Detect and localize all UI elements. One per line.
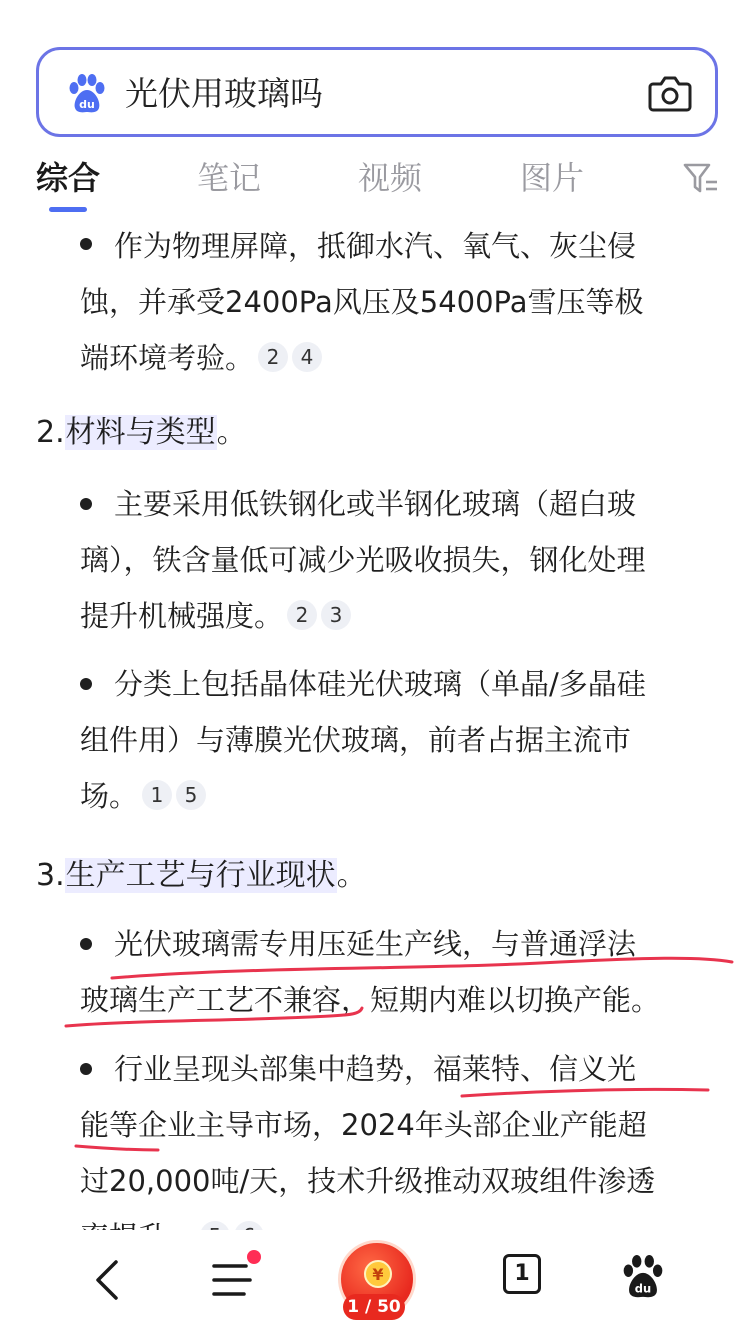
citation-badge[interactable]: 2: [258, 342, 288, 372]
citation-badge[interactable]: 3: [321, 600, 351, 630]
text-line: 能等企业主导市场，2024年头部企业产能超: [80, 1108, 647, 1142]
filter-icon[interactable]: [682, 160, 720, 196]
text-line: 场。: [80, 779, 139, 813]
tab-notes[interactable]: 笔记: [197, 159, 262, 197]
citation-badge[interactable]: 2: [287, 600, 317, 630]
text-line: 主要采用低铁钢化或半钢化玻璃（超白玻: [114, 487, 637, 521]
text-line: 作为物理屏障，抵御水汽、氧气、灰尘侵: [114, 229, 637, 263]
baidu-paw-icon: [65, 72, 109, 116]
menu-icon[interactable]: [210, 1260, 254, 1300]
baidu-home-icon[interactable]: [620, 1252, 666, 1302]
text-line: 光伏玻璃需专用压延生产线，与普通浮法: [114, 927, 637, 961]
text-line: 端环境考验。: [80, 341, 255, 375]
search-query-text[interactable]: 光伏用玻璃吗: [125, 74, 323, 113]
bullet-item-low-iron: [80, 476, 646, 644]
notification-dot: [247, 1250, 261, 1264]
camera-icon[interactable]: [647, 72, 693, 114]
section-title-link[interactable]: 生产工艺与行业现状: [65, 858, 336, 893]
active-tab-indicator: [49, 207, 87, 212]
tab-comprehensive[interactable]: 综合: [36, 159, 101, 197]
envelope-counter: 1 / 50: [343, 1294, 405, 1320]
svg-text:du: du: [634, 1281, 652, 1296]
bullet-item-rolled-line: [80, 916, 660, 1028]
citation-badge[interactable]: 1: [142, 780, 172, 810]
section-number: 3.: [36, 858, 65, 893]
text-line: 提升机械强度。: [80, 599, 284, 633]
text-line: 分类上包括晶体硅光伏玻璃（单晶/多晶硅: [114, 667, 646, 701]
text-line: 行业呈现头部集中趋势，福莱特、信义光: [114, 1052, 637, 1086]
tab-images[interactable]: 图片: [520, 159, 585, 197]
bullet-item-classification: [80, 656, 646, 824]
section-heading-materials: [36, 405, 247, 461]
section-suffix: 。: [216, 415, 247, 450]
text-line: 璃），铁含量低可减少光吸收损失，钢化处理: [80, 543, 646, 577]
text-line: 组件用）与薄膜光伏玻璃，前者占据主流市: [80, 723, 632, 757]
tab-count-button[interactable]: 1: [503, 1254, 541, 1294]
section-number: 2.: [36, 415, 65, 450]
tab-videos[interactable]: 视频: [358, 159, 423, 197]
section-title-link[interactable]: 材料与类型: [65, 415, 216, 450]
section-suffix: 。: [336, 858, 367, 893]
search-bar[interactable]: [36, 47, 718, 137]
svg-text:du: du: [79, 98, 95, 111]
text-line: 过20,000吨/天，技术升级推动双玻组件渗透: [80, 1164, 656, 1198]
text-line: 蚀，并承受2400Pa风压及5400Pa雪压等极: [80, 285, 644, 319]
answer-content: [0, 218, 755, 1228]
bullet-item-barrier: [80, 218, 644, 386]
svg-text:¥: ¥: [372, 1265, 384, 1284]
bottom-nav-bar: [0, 1230, 755, 1327]
section-heading-production: [36, 848, 367, 904]
text-line: 玻璃生产工艺不兼容，短期内难以切换产能。: [80, 983, 661, 1017]
tab-bar: [0, 150, 755, 216]
yuan-coin-icon: [361, 1257, 395, 1291]
citation-badge[interactable]: 4: [292, 342, 322, 372]
back-arrow-icon[interactable]: [88, 1258, 128, 1302]
citation-badge[interactable]: 5: [176, 780, 206, 810]
